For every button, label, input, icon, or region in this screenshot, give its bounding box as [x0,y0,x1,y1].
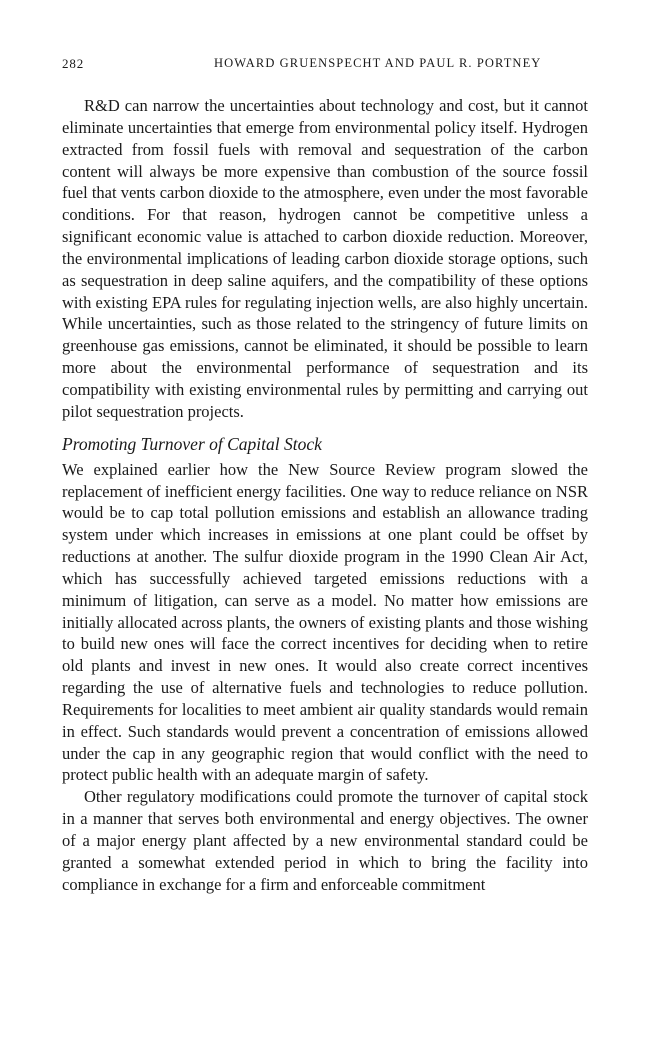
body-text [62,95,588,896]
page-number: 282 [62,56,85,71]
running-title: HOWARD GRUENSPECHT AND PAUL R. PORTNEY [214,56,542,70]
running-head [62,56,588,78]
paragraph-nsr-program: We explained earlier how the New Source Review program slowed the replacement of inefficient energy facilities. One way to reduce reliance on NSR would be to cap total pollution emissions and establish an allowance trading system under which increases in emissions at one plant could be offset by reductions at another. The sulfur dioxide program in the 1990 Clean Air Act, which has successfully achieved targeted emissions reductions with a minimum of litigation, can serve as a model. No matter how emissions are initially allocated across plants, the owners of existing plants and those wishing to build new ones will face the correct incentives for deciding when to retire old plants and invest in new ones. It would also create correct incentives regarding the use of alternative fuels and technologies to reduce pollution. Requirements for localities to meet ambient air quality standards would remain in effect. Such standards would prevent a concentration of emissions allowed under the cap in any geographic region that would conflict with the need to protect public health with an adequate margin of safety. [62,459,588,785]
paragraph-regulatory-modifications: Other regulatory modifications could promote the turnover of capital stock in a manner that serves both environmental and energy objectives. The owner of a major energy plant affected by a new environmental standard could be granted a somewhat extended period in which to bring the facility into compliance in exchange for a firm and enforceable commitment [62,787,588,894]
paragraph-rd-uncertainties: R&D can narrow the uncertainties about technology and cost, but it cannot eliminate uncertainties that emerge from environmental policy itself. Hydrogen extracted from fossil fuels with removal and sequestration of the carbon content will always be more expensive than combustion of the source fossil fuel that vents carbon dioxide to the atmosphere, even under the most favorable conditions. For that reason, hydrogen cannot be competitive unless a significant economic value is attached to carbon dioxide reduction. Moreover, the environmental implications of leading carbon dioxide storage options, such as sequestration in deep saline aquifers, and the compatibility of these options with existing EPA rules for regulating injection wells, are also highly uncertain. While uncertainties, such as those related to the stringency of future limits on greenhouse gas emissions, cannot be eliminated, it should be possible to learn more about the environmental performance of sequestration and its compatibility with existing environmental rules by permitting and carrying out pilot sequestration projects. [62,96,588,421]
section-heading: Promoting Turnover of Capital Stock [62,433,322,454]
book-page [62,56,588,896]
